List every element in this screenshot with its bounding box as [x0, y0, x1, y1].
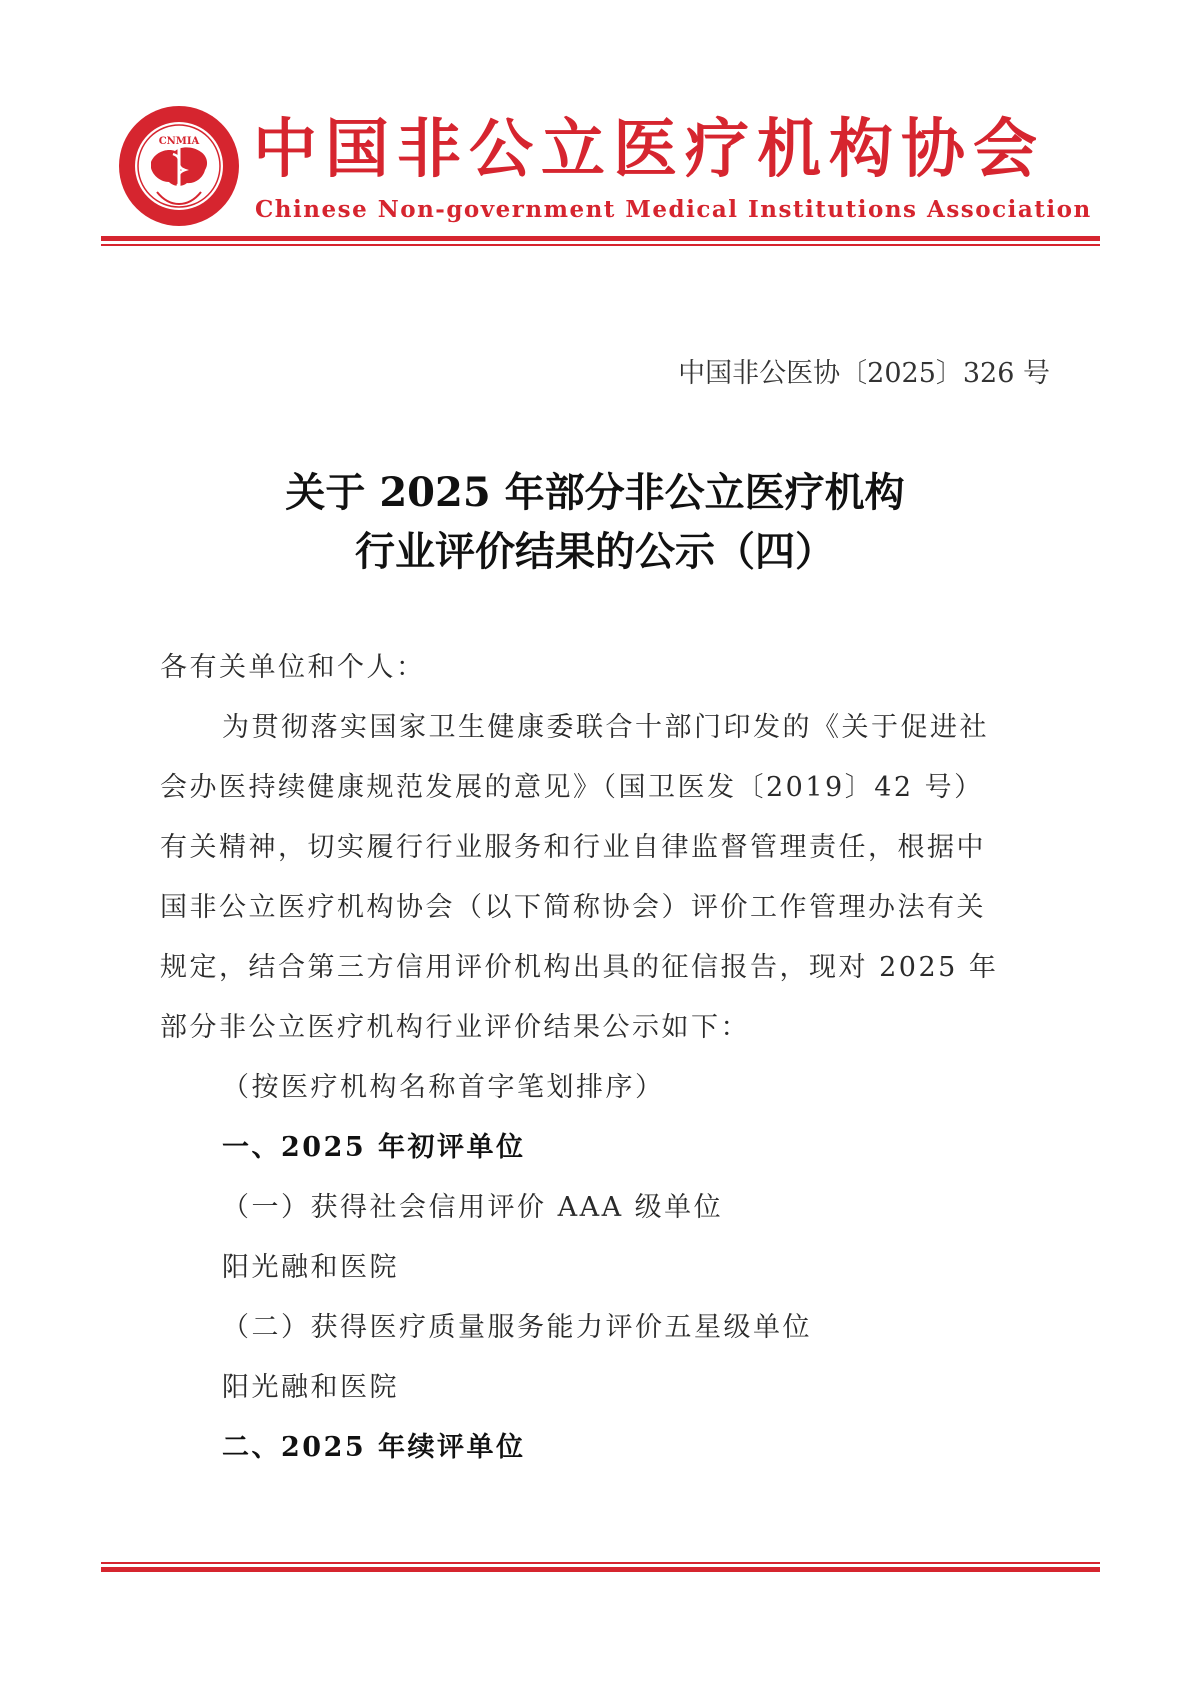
- header-rule-thin: [101, 244, 1100, 246]
- paragraph-line: 为贯彻落实国家卫生健康委联合十部门印发的《关于促进社: [222, 712, 989, 743]
- title-line-1: 关于 2025 年部分非公立医疗机构: [285, 469, 905, 516]
- paragraph-line: 有关精神，切实履行行业服务和行业自律监督管理责任，根据中: [160, 832, 986, 863]
- title-line-2: 行业评价结果的公示（四）: [355, 528, 835, 575]
- salutation: 各有关单位和个人：: [160, 652, 426, 683]
- association-logo-icon: [117, 104, 241, 228]
- section-heading-2: 二、2025 年续评单位: [222, 1432, 526, 1463]
- sort-note: （按医疗机构名称首字笔划排序）: [222, 1072, 665, 1103]
- letterhead: [0, 0, 1190, 260]
- paragraph-line: 规定，结合第三方信用评价机构出具的征信报告，现对 2025 年: [160, 952, 999, 983]
- document-number: 中国非公医协〔2025〕326 号: [678, 358, 1050, 389]
- footer-rule-thin: [101, 1562, 1100, 1564]
- header-rule-thick: [101, 236, 1100, 241]
- footer-rule-thick: [101, 1567, 1100, 1572]
- section-heading-1: 一、2025 年初评单位: [222, 1132, 526, 1163]
- subsection-heading-1: （一）获得社会信用评价 AAA 级单位: [222, 1192, 724, 1223]
- org-name-cn: 中国非公立医疗机构协会: [253, 113, 1045, 187]
- subsection-1-item: 阳光融和医院: [222, 1252, 399, 1283]
- subsection-2-item: 阳光融和医院: [222, 1372, 399, 1403]
- paragraph-line: 会办医持续健康规范发展的意见》（国卫医发〔2019〕42 号）: [160, 772, 984, 803]
- org-name-en: Chinese Non-government Medical Institutions Association: [255, 196, 1092, 223]
- subsection-heading-2: （二）获得医疗质量服务能力评价五星级单位: [222, 1312, 812, 1343]
- paragraph-line: 国非公立医疗机构协会（以下简称协会）评价工作管理办法有关: [160, 892, 986, 923]
- paragraph-line: 部分非公立医疗机构行业评价结果公示如下：: [160, 1012, 750, 1043]
- logo-abbr: CNMIA: [158, 136, 200, 147]
